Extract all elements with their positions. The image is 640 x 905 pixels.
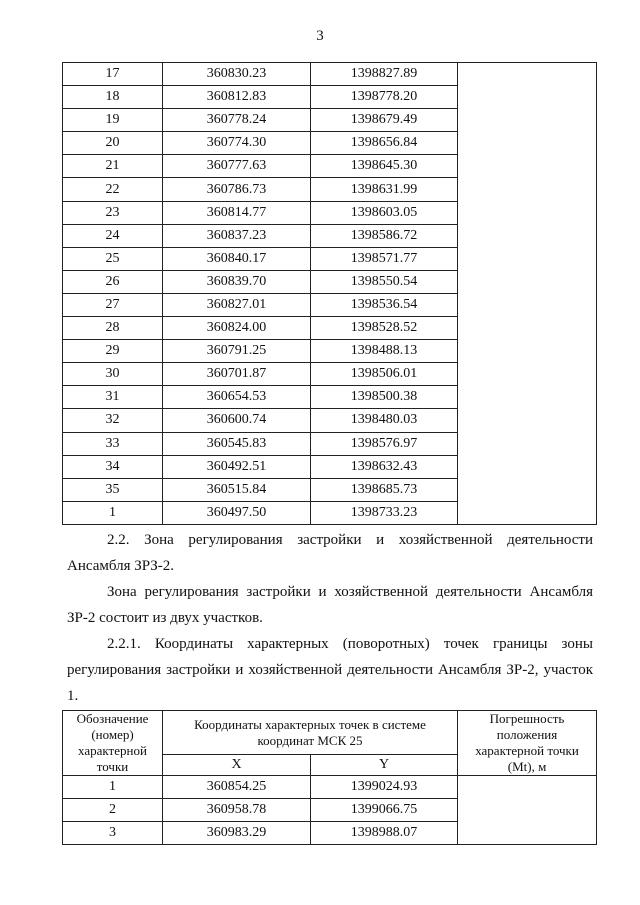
x-coordinate-cell: 360774.30 — [163, 132, 311, 155]
point-number-cell: 26 — [63, 270, 163, 293]
y-coordinate-cell: 1398679.49 — [311, 109, 458, 132]
section-heading-2-2: 2.2. Зона регулирования застройки и хозяйственной деятельности Ансамбля ЗРЗ-2. — [67, 532, 593, 574]
y-coordinate-cell: 1398778.20 — [311, 86, 458, 109]
point-number-cell: 35 — [63, 478, 163, 501]
y-coordinate-cell: 1398576.97 — [311, 432, 458, 455]
point-number-cell: 21 — [63, 155, 163, 178]
point-number-cell: 29 — [63, 340, 163, 363]
x-coordinate-cell: 360830.23 — [163, 63, 311, 86]
y-coordinate-cell: 1399066.75 — [311, 799, 458, 822]
point-number-cell: 33 — [63, 432, 163, 455]
y-coordinate-cell: 1398571.77 — [311, 247, 458, 270]
position-error-cell — [458, 63, 597, 525]
paragraph-zone-description: Зона регулирования застройки и хозяйственной деятельности Ансамбля ЗР-2 состоит из двух участков. — [67, 584, 593, 626]
y-coordinate-cell: 1398506.01 — [311, 363, 458, 386]
y-coordinate-cell: 1398480.03 — [311, 409, 458, 432]
y-coordinate-cell: 1398733.23 — [311, 501, 458, 524]
point-number-cell: 30 — [63, 363, 163, 386]
x-coordinate-cell: 360654.53 — [163, 386, 311, 409]
point-number-cell: 19 — [63, 109, 163, 132]
x-coordinate-cell: 360701.87 — [163, 363, 311, 386]
point-number-cell: 3 — [63, 822, 163, 845]
coordinates-table-section-1-body — [63, 776, 597, 845]
point-number-cell: 2 — [63, 799, 163, 822]
y-coordinate-cell: 1398488.13 — [311, 340, 458, 363]
header-point-designation: Обозначение (номер) характерной точки — [63, 711, 163, 776]
x-coordinate-cell: 360837.23 — [163, 224, 311, 247]
point-number-cell: 24 — [63, 224, 163, 247]
point-number-cell: 20 — [63, 132, 163, 155]
x-coordinate-cell: 360777.63 — [163, 155, 311, 178]
y-coordinate-cell: 1398586.72 — [311, 224, 458, 247]
x-coordinate-cell: 360497.50 — [163, 501, 311, 524]
x-coordinate-cell: 360814.77 — [163, 201, 311, 224]
x-coordinate-cell: 360786.73 — [163, 178, 311, 201]
y-coordinate-cell: 1398645.30 — [311, 155, 458, 178]
coordinates-table-continued — [62, 62, 597, 525]
y-coordinate-cell: 1398550.54 — [311, 270, 458, 293]
point-number-cell: 28 — [63, 317, 163, 340]
table-row — [63, 63, 597, 86]
x-coordinate-cell: 360812.83 — [163, 86, 311, 109]
x-coordinate-cell: 360545.83 — [163, 432, 311, 455]
y-coordinate-cell: 1398632.43 — [311, 455, 458, 478]
point-number-cell: 18 — [63, 86, 163, 109]
header-x: X — [163, 755, 311, 776]
point-number-cell: 1 — [63, 501, 163, 524]
x-coordinate-cell: 360791.25 — [163, 340, 311, 363]
x-coordinate-cell: 360515.84 — [163, 478, 311, 501]
header-y: Y — [311, 755, 458, 776]
point-number-cell: 1 — [63, 776, 163, 799]
point-number-cell: 34 — [63, 455, 163, 478]
x-coordinate-cell: 360983.29 — [163, 822, 311, 845]
y-coordinate-cell: 1398685.73 — [311, 478, 458, 501]
coordinates-table-body — [63, 63, 597, 525]
table-row — [63, 776, 597, 799]
point-number-cell: 31 — [63, 386, 163, 409]
x-coordinate-cell: 360854.25 — [163, 776, 311, 799]
y-coordinate-cell: 1398988.07 — [311, 822, 458, 845]
y-coordinate-cell: 1398528.52 — [311, 317, 458, 340]
point-number-cell: 17 — [63, 63, 163, 86]
y-coordinate-cell: 1398631.99 — [311, 178, 458, 201]
page-number: 3 — [316, 28, 324, 44]
header-position-error: Погрешность положения характерной точки (Mt), м — [458, 711, 597, 776]
y-coordinate-cell: 1398656.84 — [311, 132, 458, 155]
x-coordinate-cell: 360827.01 — [163, 293, 311, 316]
x-coordinate-cell: 360778.24 — [163, 109, 311, 132]
y-coordinate-cell: 1398500.38 — [311, 386, 458, 409]
y-coordinate-cell: 1398536.54 — [311, 293, 458, 316]
position-error-cell — [458, 776, 597, 845]
coordinates-table-section-1 — [62, 710, 597, 845]
header-coordinates: Координаты характерных точек в системе координат МСК 25 — [163, 711, 458, 755]
point-number-cell: 32 — [63, 409, 163, 432]
y-coordinate-cell: 1398827.89 — [311, 63, 458, 86]
x-coordinate-cell: 360600.74 — [163, 409, 311, 432]
x-coordinate-cell: 360840.17 — [163, 247, 311, 270]
x-coordinate-cell: 360958.78 — [163, 799, 311, 822]
x-coordinate-cell: 360492.51 — [163, 455, 311, 478]
point-number-cell: 22 — [63, 178, 163, 201]
point-number-cell: 25 — [63, 247, 163, 270]
x-coordinate-cell: 360839.70 — [163, 270, 311, 293]
section-heading-2-2-1: 2.2.1. Координаты характерных (поворотных) точек границы зоны регулирования застройки и хозяйственной деятельности Ансамбля ЗР-2, участок 1. — [67, 636, 593, 704]
y-coordinate-cell: 1398603.05 — [311, 201, 458, 224]
point-number-cell: 27 — [63, 293, 163, 316]
x-coordinate-cell: 360824.00 — [163, 317, 311, 340]
point-number-cell: 23 — [63, 201, 163, 224]
y-coordinate-cell: 1399024.93 — [311, 776, 458, 799]
